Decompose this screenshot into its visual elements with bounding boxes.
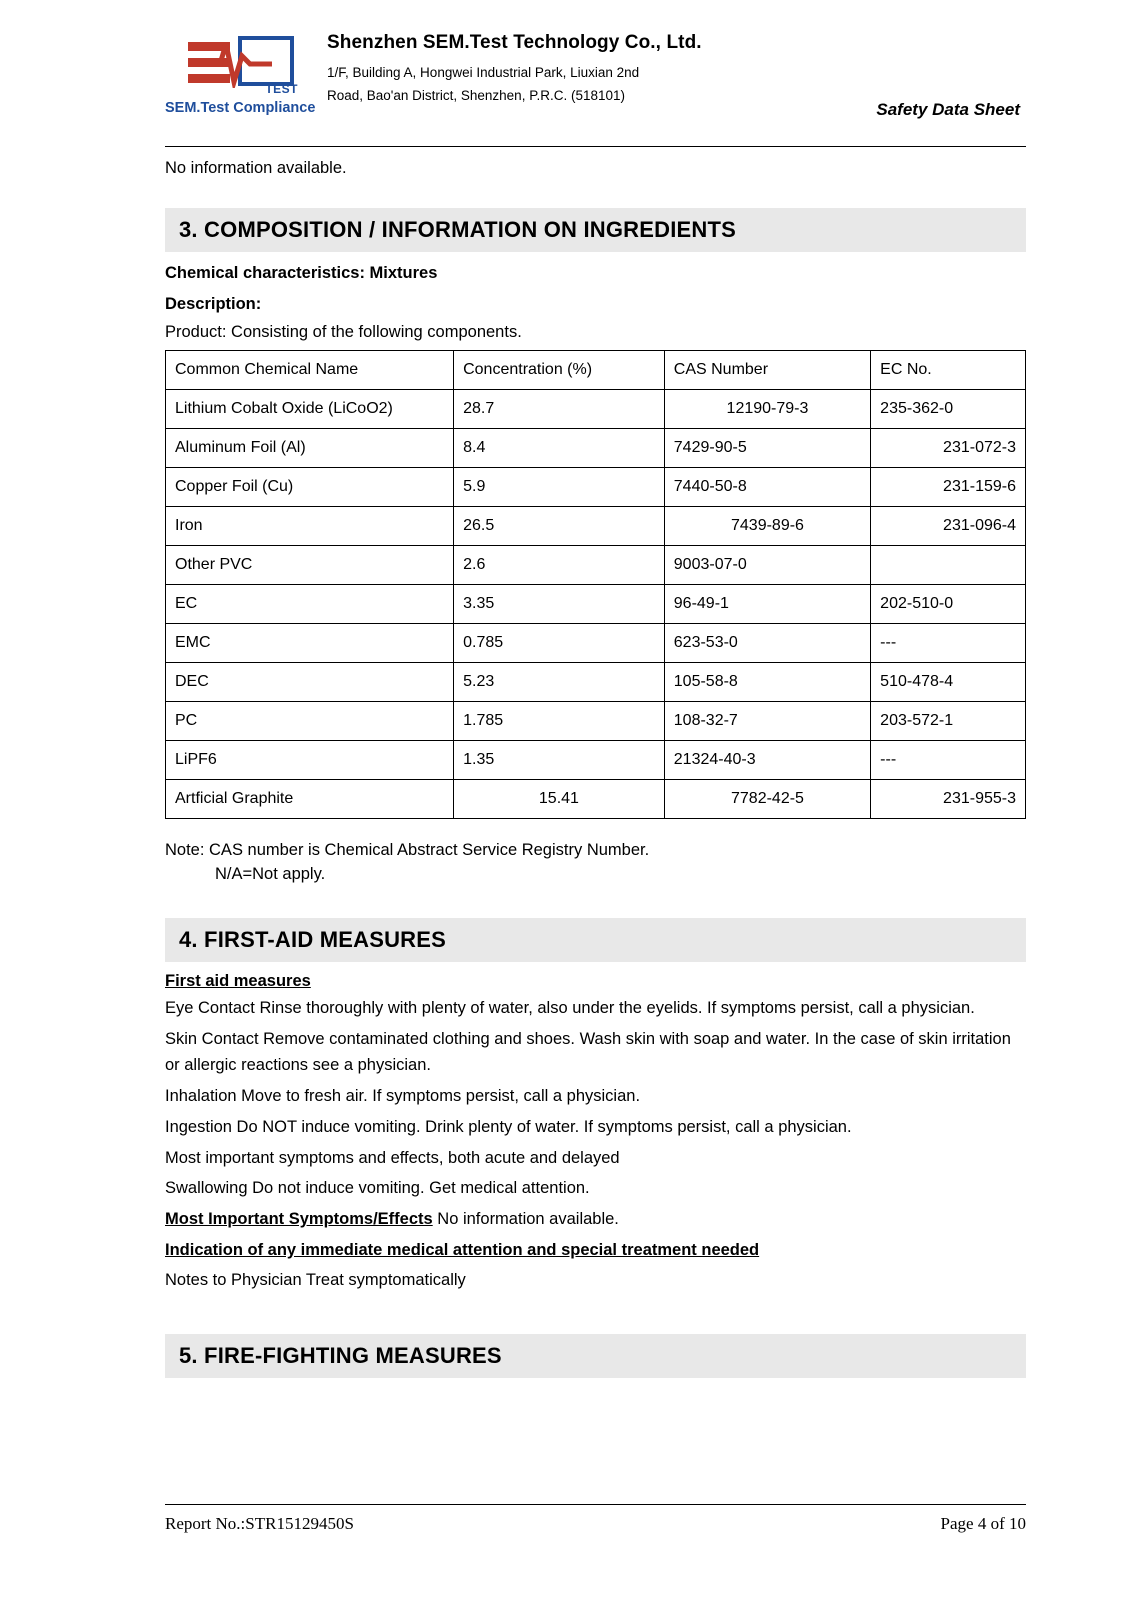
cell-concentration: 8.4 [454, 429, 665, 468]
cell-ec [871, 546, 1026, 585]
cell-name: Copper Foil (Cu) [166, 468, 454, 507]
cell-cas: 7782-42-5 [664, 780, 870, 819]
cell-name: Other PVC [166, 546, 454, 585]
cell-name: EC [166, 585, 454, 624]
document-page [0, 28, 1121, 1612]
col-header-ec: EC No. [871, 351, 1026, 390]
cell-concentration: 1.785 [454, 702, 665, 741]
table-header-row [166, 351, 1026, 390]
inhalation-text: Inhalation Move to fresh air. If symptoms persist, call a physician. [165, 1087, 641, 1106]
section-3-heading: 3. COMPOSITION / INFORMATION ON INGREDIENTS [165, 208, 1026, 252]
table-row [166, 468, 1026, 507]
cell-ec: 202-510-0 [871, 585, 1026, 624]
table-row [166, 702, 1026, 741]
table-row [166, 390, 1026, 429]
cell-concentration: 5.23 [454, 663, 665, 702]
cell-ec: 510-478-4 [871, 663, 1026, 702]
swallowing-text: Swallowing Do not induce vomiting. Get medical attention. [165, 1179, 590, 1198]
cell-name: DEC [166, 663, 454, 702]
table-row [166, 663, 1026, 702]
cell-ec: 231-096-4 [871, 507, 1026, 546]
cell-ec: 231-955-3 [871, 780, 1026, 819]
cell-cas: 105-58-8 [664, 663, 870, 702]
heartbeat-icon [208, 34, 274, 88]
product-components-line: Product: Consisting of the following components. [165, 323, 522, 341]
cell-ec: 203-572-1 [871, 702, 1026, 741]
cell-cas: 623-53-0 [664, 624, 870, 663]
description-label: Description: [165, 295, 262, 313]
cell-ec: 231-159-6 [871, 468, 1026, 507]
cell-cas: 7440-50-8 [664, 468, 870, 507]
cas-note-line2: N/A=Not apply. [215, 865, 326, 883]
logo-caption: SEM.Test Compliance [165, 100, 316, 116]
cell-name: PC [166, 702, 454, 741]
document-header [165, 28, 1026, 140]
cas-note-line1: Note: CAS number is Chemical Abstract Service Registry Number. [165, 841, 650, 859]
document-body [165, 159, 1026, 1378]
company-address-line2: Road, Bao'an District, Shenzhen, P.R.C. (518101) [327, 88, 625, 104]
col-header-cas: CAS Number [664, 351, 870, 390]
table-row [166, 429, 1026, 468]
company-logo [165, 30, 315, 116]
indication-label: Indication of any immediate medical attention and special treatment needed [165, 1240, 760, 1259]
cell-name: LiPF6 [166, 741, 454, 780]
chemical-characteristics: Chemical characteristics: Mixtures [165, 264, 438, 282]
cell-name: Artficial Graphite [166, 780, 454, 819]
cell-ec: 235-362-0 [871, 390, 1026, 429]
section-4-heading: 4. FIRST-AID MEASURES [165, 918, 1026, 962]
cell-cas: 12190-79-3 [664, 390, 870, 429]
table-row [166, 741, 1026, 780]
table-row [166, 546, 1026, 585]
table-row [166, 585, 1026, 624]
col-header-name: Common Chemical Name [166, 351, 454, 390]
top-note-text: No information available. [165, 159, 347, 177]
logo-mark-icon [182, 30, 298, 94]
document-footer [165, 1504, 1026, 1534]
cell-concentration: 5.9 [454, 468, 665, 507]
company-name: Shenzhen SEM.Test Technology Co., Ltd. [327, 32, 702, 53]
cell-name: Lithium Cobalt Oxide (LiCoO2) [166, 390, 454, 429]
cell-cas: 7429-90-5 [664, 429, 870, 468]
eye-contact-text: Eye Contact Rinse thoroughly with plenty of water, also under the eyelids. If symptoms persist, call a physician. [165, 999, 975, 1017]
cell-cas: 9003-07-0 [664, 546, 870, 585]
cell-concentration: 1.35 [454, 741, 665, 780]
cell-concentration: 26.5 [454, 507, 665, 546]
page-number: Page 4 of 10 [940, 1514, 1026, 1533]
col-header-concentration: Concentration (%) [454, 351, 665, 390]
cell-cas: 7439-89-6 [664, 507, 870, 546]
cell-concentration: 2.6 [454, 546, 665, 585]
company-address-line1: 1/F, Building A, Hongwei Industrial Park, Liuxian 2nd [327, 65, 640, 80]
cell-cas: 21324-40-3 [664, 741, 870, 780]
cell-name: EMC [166, 624, 454, 663]
most-important-symptoms-text: Most important symptoms and effects, both acute and delayed [165, 1148, 620, 1167]
report-number: Report No.:STR15129450S [165, 1514, 354, 1533]
cell-concentration: 15.41 [454, 780, 665, 819]
table-row [166, 507, 1026, 546]
symptoms-effects-label: Most Important Symptoms/Effects [165, 1210, 433, 1229]
indication-line [165, 1237, 1026, 1264]
ingestion-text: Ingestion Do NOT induce vomiting. Drink plenty of water. If symptoms persist, call a physician. [165, 1117, 852, 1136]
cell-name: Aluminum Foil (Al) [166, 429, 454, 468]
skin-contact-text: Skin Contact Remove contaminated clothing and shoes. Wash skin with soap and water. In the case of skin irritation or allergic reactions see a physician. [165, 1029, 1011, 1075]
header-divider [165, 146, 1026, 147]
table-row [166, 780, 1026, 819]
cell-ec: --- [871, 624, 1026, 663]
cell-concentration: 28.7 [454, 390, 665, 429]
logo-badge-text: TEST [265, 82, 298, 96]
section-5-heading: 5. FIRE-FIGHTING MEASURES [165, 1334, 1026, 1378]
cell-concentration: 3.35 [454, 585, 665, 624]
cell-concentration: 0.785 [454, 624, 665, 663]
symptoms-effects-line [165, 1206, 1026, 1233]
symptoms-effects-value: No information available. [432, 1210, 619, 1229]
cell-cas: 108-32-7 [664, 702, 870, 741]
composition-table [165, 350, 1026, 819]
cell-name: Iron [166, 507, 454, 546]
first-aid-measures-label: First aid measures [165, 972, 311, 990]
cell-ec: --- [871, 741, 1026, 780]
notes-to-physician-text: Notes to Physician Treat symptomatically [165, 1271, 466, 1290]
company-info [327, 32, 757, 107]
table-row [166, 624, 1026, 663]
cell-ec: 231-072-3 [871, 429, 1026, 468]
cell-cas: 96-49-1 [664, 585, 870, 624]
document-title: Safety Data Sheet [876, 100, 1020, 119]
